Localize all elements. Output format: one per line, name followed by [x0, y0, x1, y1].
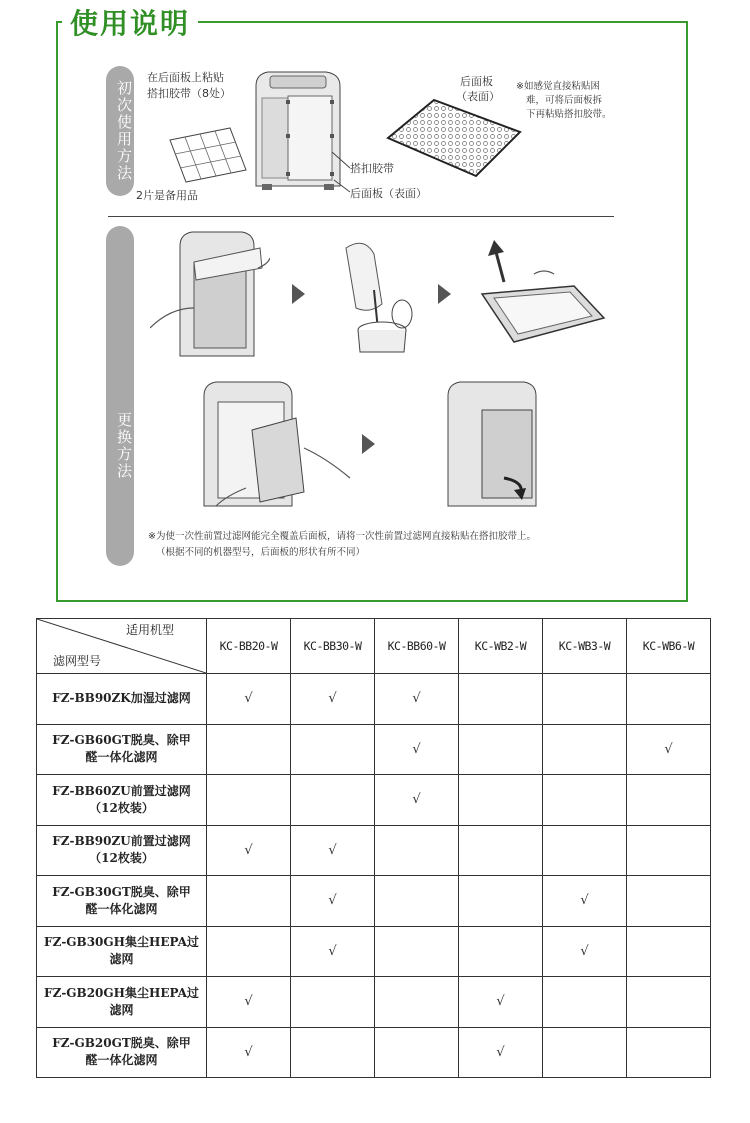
model-header: KC-BB60-W: [375, 619, 459, 674]
compatible-check-cell: √: [627, 724, 711, 775]
empty-cell: [291, 1027, 375, 1078]
first-use-label: 初次使用方法: [106, 66, 134, 196]
model-header: KC-WB6-W: [627, 619, 711, 674]
table-row: [37, 724, 711, 775]
filter-name-line-2: 醛一体化滤网: [85, 1053, 158, 1068]
compatible-check-cell: √: [375, 674, 459, 725]
filter-name-line-1: FZ-GB30GH集尘HEPA过: [44, 935, 199, 950]
filter-name-cell: [37, 1027, 207, 1078]
step-arrow-2: [438, 284, 451, 304]
filter-name-cell: [37, 825, 207, 876]
empty-cell: [543, 674, 627, 725]
compatible-check-cell: √: [459, 1027, 543, 1078]
compatibility-table: [36, 618, 711, 1078]
compatible-check-cell: √: [291, 674, 375, 725]
step-text-1: 在后面板上粘贴: [147, 71, 224, 84]
empty-cell: [627, 876, 711, 927]
empty-cell: [627, 1027, 711, 1078]
callout-back-panel: 后面板（表面）: [350, 187, 427, 200]
empty-cell: [291, 724, 375, 775]
filter-name-cell: [37, 775, 207, 826]
empty-cell: [291, 775, 375, 826]
callout-lines: [330, 150, 360, 200]
section-title: 使用说明: [62, 2, 198, 42]
empty-cell: [375, 1027, 459, 1078]
empty-cell: [375, 876, 459, 927]
empty-cell: [375, 825, 459, 876]
attach-filter-illustration: [196, 378, 356, 514]
empty-cell: [459, 926, 543, 977]
empty-cell: [543, 775, 627, 826]
hint-line-3: 下再粘贴搭扣胶带。: [526, 109, 612, 120]
filter-name-cell: [37, 724, 207, 775]
corner-top-label: 适用机型: [125, 623, 174, 637]
table-row: [37, 876, 711, 927]
table-corner-cell: [37, 619, 207, 674]
filter-name-line-2: 醛一体化滤网: [85, 750, 158, 765]
compatible-check-cell: √: [291, 876, 375, 927]
step-text-2: 搭扣胶带（8处）: [147, 87, 231, 100]
compatible-check-cell: √: [375, 775, 459, 826]
panel-label-1: 后面板: [460, 75, 493, 88]
compatible-check-cell: √: [291, 926, 375, 977]
compatible-check-cell: √: [375, 724, 459, 775]
empty-cell: [543, 724, 627, 775]
tape-sheet-illustration: [160, 120, 250, 190]
compatible-check-cell: √: [207, 674, 291, 725]
filter-name-cell: [37, 876, 207, 927]
empty-cell: [207, 775, 291, 826]
step-arrow-1: [292, 284, 305, 304]
compatible-check-cell: √: [291, 825, 375, 876]
empty-cell: [291, 977, 375, 1028]
table-row: [37, 926, 711, 977]
model-header: KC-BB30-W: [291, 619, 375, 674]
filter-attached-illustration: [440, 378, 550, 514]
filter-name-cell: [37, 926, 207, 977]
empty-cell: [543, 1027, 627, 1078]
corner-bottom-label: 滤网型号: [53, 654, 102, 668]
empty-cell: [543, 825, 627, 876]
compatible-check-cell: √: [207, 977, 291, 1028]
filter-name-line-2: 滤网: [109, 1002, 134, 1017]
empty-cell: [459, 775, 543, 826]
empty-cell: [207, 926, 291, 977]
back-panel-illustration: [384, 98, 524, 180]
filter-name-line-1: FZ-BB90ZU前置过滤网: [52, 834, 191, 849]
empty-cell: [459, 674, 543, 725]
footnote-1: ※为使一次性前置过滤网能完全覆盖后面板，请将一次性前置过滤网直接粘贴在搭扣胶带上。: [148, 531, 536, 542]
discard-filter-illustration: [330, 234, 420, 356]
filter-name-line-1: FZ-GB20GH集尘HEPA过: [44, 985, 199, 1000]
model-header: KC-WB2-W: [459, 619, 543, 674]
table-row: [37, 674, 711, 725]
table-row: [37, 977, 711, 1028]
panel-label-2: （表面）: [456, 90, 500, 103]
empty-cell: [207, 876, 291, 927]
replace-label: 更换方法: [106, 226, 134, 566]
compatible-check-cell: √: [459, 977, 543, 1028]
filter-name-line-1: FZ-GB20GT脱臭、除甲: [52, 1036, 191, 1051]
empty-cell: [459, 825, 543, 876]
empty-cell: [627, 825, 711, 876]
table-row: [37, 775, 711, 826]
new-filter-package-illustration: [474, 238, 608, 348]
model-header: KC-WB3-W: [543, 619, 627, 674]
model-header: KC-BB20-W: [207, 619, 291, 674]
filter-name-line-1: FZ-BB90ZK加湿过滤网: [52, 691, 191, 706]
section-divider: [108, 216, 614, 217]
filter-name-line-2: 醛一体化滤网: [85, 901, 158, 916]
spare-text: 2片是备用品: [136, 189, 198, 202]
filter-name-cell: [37, 977, 207, 1028]
table-row: [37, 825, 711, 876]
empty-cell: [627, 977, 711, 1028]
hint-line-1: ※如感觉直接粘贴困: [516, 81, 600, 92]
empty-cell: [459, 876, 543, 927]
empty-cell: [375, 977, 459, 1028]
compatible-check-cell: √: [207, 825, 291, 876]
table-header-row: [37, 619, 711, 674]
empty-cell: [627, 674, 711, 725]
step-arrow-3: [362, 434, 375, 454]
filter-name-line-2: （12枚装）: [89, 851, 154, 866]
empty-cell: [543, 977, 627, 1028]
compatible-check-cell: √: [543, 926, 627, 977]
filter-name-cell: [37, 674, 207, 725]
filter-name-line-1: FZ-GB30GT脱臭、除甲: [52, 884, 191, 899]
filter-name-line-2: （12枚装）: [89, 800, 154, 815]
hint-line-2: 难，可将后面板拆: [526, 95, 603, 106]
table-row: [37, 1027, 711, 1078]
filter-name-line-2: 滤网: [109, 952, 134, 967]
empty-cell: [627, 775, 711, 826]
callout-tape: 搭扣胶带: [350, 162, 394, 175]
empty-cell: [207, 724, 291, 775]
compatible-check-cell: √: [207, 1027, 291, 1078]
empty-cell: [627, 926, 711, 977]
footnote-2: （根据不同的机器型号，后面板的形状有所不同）: [156, 547, 366, 558]
filter-name-line-1: FZ-BB60ZU前置过滤网: [52, 783, 191, 798]
compatible-check-cell: √: [543, 876, 627, 927]
remove-filter-illustration: [150, 228, 270, 360]
empty-cell: [459, 724, 543, 775]
empty-cell: [375, 926, 459, 977]
filter-name-line-1: FZ-GB60GT脱臭、除甲: [52, 733, 191, 748]
